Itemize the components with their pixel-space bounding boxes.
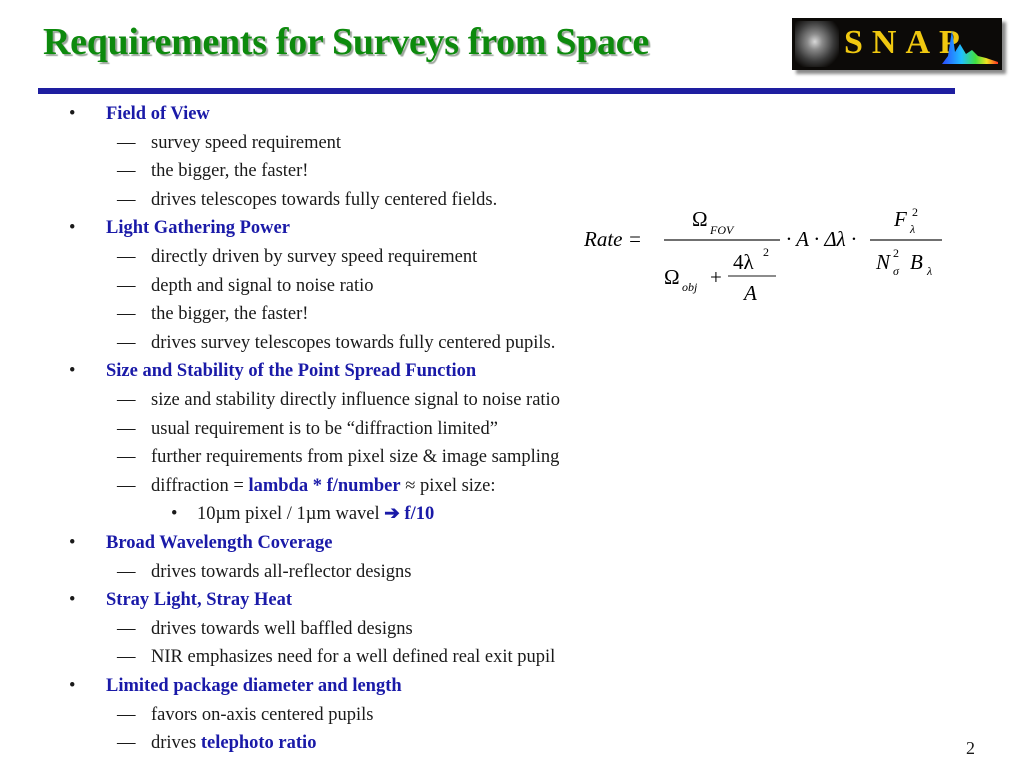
title-underline [38, 88, 955, 94]
sub-bullet [117, 475, 496, 497]
dash-marker: — [117, 647, 136, 668]
bullet-marker: • [69, 361, 76, 382]
slide-title: Requirements for Surveys from Space [43, 21, 649, 63]
plus-sign: + [710, 265, 722, 289]
dash-marker: — [117, 733, 136, 754]
bullet-text: the bigger, the faster! [151, 304, 309, 325]
bullet-text: NIR emphasizes need for a well defined real exit pupil [151, 647, 556, 668]
logo-text: SNAP [844, 24, 969, 61]
bullet-heading [69, 103, 210, 125]
sub-bullet [117, 418, 498, 440]
bullet-text-part: diffraction = [151, 475, 249, 496]
dash-marker: — [117, 247, 136, 267]
bullet-text: drives towards all-reflector designs [151, 561, 412, 582]
dash-marker: — [117, 561, 136, 582]
sub-bullet [117, 246, 477, 268]
sigma-subscript: σ [893, 264, 899, 278]
bullet-marker: • [69, 218, 76, 239]
bullet-text: drives survey telescopes towards fully centered pupils. [151, 332, 556, 353]
square-exponent: 2 [763, 245, 769, 259]
bullet-text: survey speed requirement [151, 132, 342, 153]
bullet-marker: • [69, 590, 76, 611]
sub-bullet [117, 332, 555, 354]
bullet-marker: • [171, 504, 178, 525]
bullet-heading [69, 532, 332, 554]
formula-lhs: Rate = [584, 227, 642, 251]
bullet-text: Limited package diameter and length [106, 676, 402, 696]
galaxy-image [795, 21, 839, 67]
background-b: B [910, 250, 923, 274]
lambda-subscript: λ [910, 222, 916, 236]
bullet-text: favors on-axis centered pupils [151, 704, 374, 725]
bullet-text: Field of View [106, 104, 210, 124]
dash-marker: — [117, 132, 136, 153]
bullet-text: further requirements from pixel size & image sampling [151, 447, 560, 468]
dash-marker: — [117, 704, 136, 725]
sub-bullet [117, 389, 560, 411]
area-a: A [744, 281, 757, 305]
sub-bullet [117, 132, 341, 154]
dash-marker: — [117, 618, 136, 639]
page-number: 2 [966, 738, 975, 758]
bullet-text: the bigger, the faster! [151, 161, 309, 182]
rate-formula [580, 200, 950, 312]
bullet-text: drives telescopes towards fully centered fields. [151, 189, 498, 210]
bullet-text-part: 10µm pixel / 1µm wavel [197, 504, 385, 525]
snap-logo [792, 18, 1002, 70]
bullet-text: Stray Light, Stray Heat [106, 590, 293, 611]
bullet-text: Light Gathering Power [106, 218, 290, 239]
sub-bullet [117, 704, 373, 726]
dash-marker: — [117, 418, 136, 439]
sub-bullet [117, 732, 316, 754]
dash-marker: — [117, 390, 136, 410]
bullet-text-part: drives [151, 733, 201, 754]
bullet-text: Size and Stability of the Point Spread Function [106, 361, 477, 382]
noise-n: N [876, 250, 891, 274]
dash-marker: — [117, 189, 136, 210]
dash-marker: — [117, 304, 136, 325]
bullet-text: depth and signal to noise ratio [151, 275, 374, 296]
flux-f: F [894, 207, 907, 231]
dash-marker: — [117, 275, 136, 296]
sub-bullet [117, 275, 373, 297]
bullet-heading [69, 360, 476, 382]
bullet-text: drives towards well baffled designs [151, 618, 413, 639]
bullet-marker: • [69, 533, 76, 553]
four-lambda: 4λ [733, 250, 754, 274]
lambda-subscript: λ [927, 264, 933, 278]
dash-marker: — [117, 447, 136, 468]
obj-subscript: obj [682, 280, 698, 294]
dash-marker: — [117, 475, 136, 496]
sub-bullet [117, 561, 411, 583]
bullet-text: usual requirement is to be “diffraction limited” [151, 418, 498, 439]
bullet-text: directly driven by survey speed requirement [151, 247, 478, 267]
bullet-marker: • [69, 676, 76, 696]
bullet-text-part: telephoto ratio [200, 733, 317, 754]
square-exponent: 2 [912, 205, 918, 219]
bullet-text-part: ➔ f/10 [384, 504, 435, 525]
square-exponent: 2 [893, 246, 899, 260]
sub-bullet [117, 618, 413, 640]
spectrum-icon [942, 22, 998, 66]
bullet-text-part: ≈ pixel size: [400, 475, 496, 496]
fov-subscript: FOV [710, 223, 734, 237]
bullet-heading [69, 217, 290, 239]
sub-bullet [117, 446, 559, 468]
sub-bullet [117, 646, 555, 668]
dash-marker: — [117, 332, 136, 353]
bullet-text: size and stability directly influence signal to noise ratio [151, 390, 560, 410]
sub-sub-bullet [171, 503, 434, 525]
sub-bullet [117, 160, 308, 182]
dash-marker: — [117, 161, 136, 182]
bullet-heading [69, 675, 402, 697]
sub-bullet [117, 189, 497, 211]
middle-terms: · A · Δλ · [786, 227, 857, 251]
bullet-text-part: lambda * f/number [248, 475, 401, 496]
bullet-heading [69, 589, 292, 611]
omega-symbol: Ω [692, 207, 708, 231]
sub-bullet [117, 303, 308, 325]
omega-symbol: Ω [664, 265, 680, 289]
bullet-text: Broad Wavelength Coverage [106, 533, 333, 553]
bullet-marker: • [69, 104, 76, 124]
